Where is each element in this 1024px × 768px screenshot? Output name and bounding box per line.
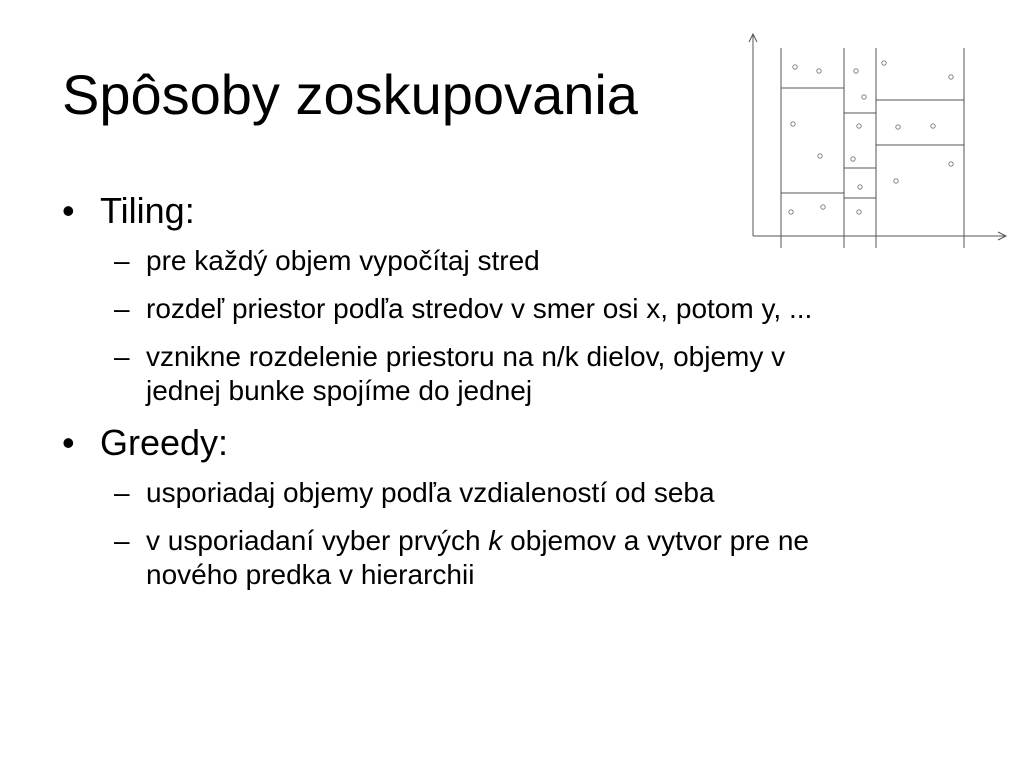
bullet-marker: • xyxy=(62,422,75,463)
sub-bullet-text: usporiadaj objemy podľa vzdialeností od seba xyxy=(146,477,715,508)
bullet-marker: • xyxy=(62,190,75,231)
point xyxy=(793,65,797,69)
bullet-greedy xyxy=(62,422,962,464)
bullet-heading: Tiling: xyxy=(100,190,195,231)
slide-content xyxy=(62,190,962,606)
dash-marker: – xyxy=(114,341,130,372)
point xyxy=(791,122,795,126)
bullet-heading: Greedy: xyxy=(100,422,229,463)
sub-bullet-text-after: objemov a vytvor pre ne xyxy=(502,525,809,556)
dash-marker: – xyxy=(114,477,130,508)
point xyxy=(896,125,900,129)
sub-bullet-text-italic: k xyxy=(488,525,503,556)
point xyxy=(854,69,858,73)
dash-marker: – xyxy=(114,525,130,556)
sub-bullet-text-line1: vznikne rozdelenie priestoru na n/k dielov, objemy v xyxy=(146,341,786,372)
point xyxy=(894,179,898,183)
sub-bullet xyxy=(62,244,962,278)
point xyxy=(818,154,822,158)
point xyxy=(862,95,866,99)
bullet-tiling xyxy=(62,190,962,232)
sub-bullet xyxy=(62,292,962,326)
dash-marker: – xyxy=(114,293,130,324)
sub-bullet-text: pre každý objem vypočítaj stred xyxy=(146,245,540,276)
point xyxy=(851,157,855,161)
point xyxy=(817,69,821,73)
point xyxy=(931,124,935,128)
sub-bullet-text-line2: jednej bunke spojíme do jednej xyxy=(146,375,533,406)
point xyxy=(949,75,953,79)
sub-bullet-text-before: v usporiadaní vyber prvých xyxy=(146,525,489,556)
sub-bullet-text-line2: nového predka v hierarchii xyxy=(146,559,475,590)
sub-bullet xyxy=(62,524,962,592)
point xyxy=(882,61,886,65)
sub-bullet-text: rozdeľ priestor podľa stredov v smer osi x, potom y, ... xyxy=(146,293,813,324)
point xyxy=(858,185,862,189)
dash-marker: – xyxy=(114,245,130,276)
point xyxy=(949,162,953,166)
sub-bullet xyxy=(62,476,962,510)
point xyxy=(857,124,861,128)
sub-bullet xyxy=(62,340,962,408)
slide-title: Spôsoby zoskupovania xyxy=(62,63,638,126)
